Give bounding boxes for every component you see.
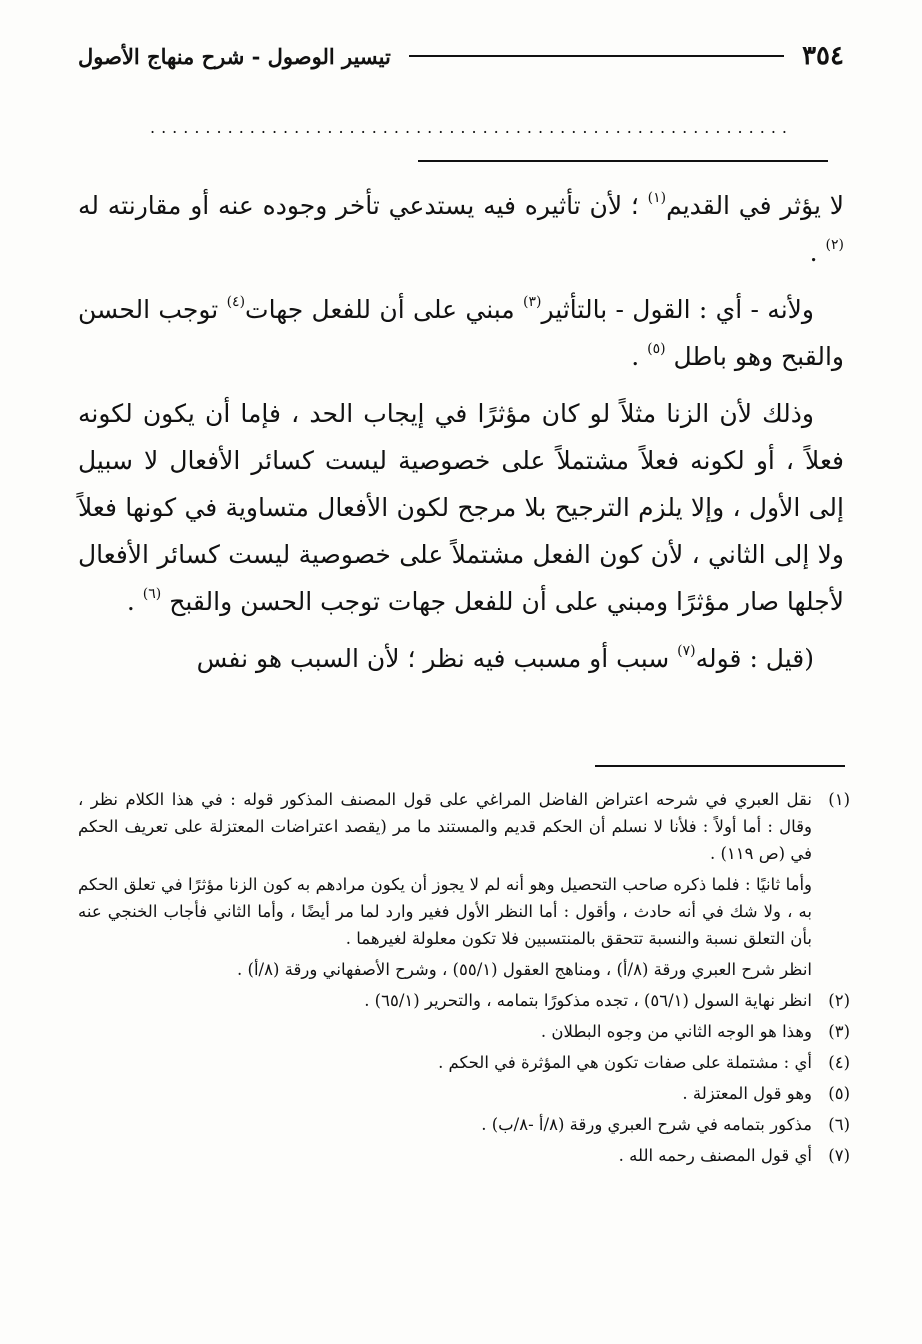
footnote-5	[78, 1080, 850, 1107]
book-title: تيسير الوصول - شرح منهاج الأصول	[78, 43, 391, 69]
footnote-number: (٥)	[828, 1084, 850, 1103]
footnote-marker-2: (٢)	[825, 237, 844, 253]
text-run: لا يؤثر في القديم	[666, 191, 844, 220]
text-run: سبب أو مسبب فيه نظر ؛ لأن السبب هو نفس	[196, 644, 678, 673]
footnote-marker-4: (٤)	[226, 294, 246, 310]
footnote-marker-5: (٥)	[647, 341, 666, 357]
footnote-number: (٦)	[828, 1115, 850, 1134]
header-rule	[409, 55, 784, 57]
footnote-number: (٤)	[828, 1053, 850, 1072]
footnote-text: مذكور بتمامه في شرح العبري ورقة (٨/أ -٨/ب) .	[481, 1115, 812, 1134]
footnote-text: وهذا هو الوجه الثاني من وجوه البطلان .	[540, 1022, 812, 1041]
footnote-2	[78, 987, 850, 1014]
text-run: مبني على أن للفعل جهات	[245, 295, 524, 324]
text-run: ؛ لأن تأثيره فيه يستدعي تأخر وجوده عنه أو مقارنته له	[78, 191, 648, 220]
text-run: .	[809, 238, 826, 267]
page-number: ٣٥٤	[802, 41, 844, 71]
paragraph-4	[78, 635, 844, 682]
text-divider	[418, 160, 828, 162]
page-header	[78, 36, 844, 76]
paragraph-2	[78, 286, 844, 380]
footnote-marker-6: (٦)	[142, 586, 162, 602]
main-text	[78, 182, 844, 692]
footnote-text: انظر نهاية السول (٥٦/١) ، تجده مذكورًا بتمامه ، والتحرير (٦٥/١) .	[364, 991, 812, 1010]
text-run: .	[126, 587, 143, 616]
footnote-6	[78, 1111, 850, 1138]
footnote-text: وهو قول المعتزلة .	[682, 1084, 812, 1103]
footnote-text: نقل العبري في شرحه اعتراض الفاضل المراغي على قول المصنف المذكور قوله : في هذا الكلام نظر ، وقال : أما أولاً : فلأنا لا نسلم أن الحكم قديم والمستند ما مر (يقصد اعتراضات المعتزلة على تعريف الحكم في (ص ١١٩) .	[78, 790, 812, 863]
footnote-4	[78, 1049, 850, 1076]
footnote-number: (٧)	[828, 1146, 850, 1165]
footnote-marker-1: (١)	[647, 190, 667, 206]
paragraph-1	[78, 182, 844, 276]
footnote-number: (١)	[828, 790, 850, 809]
footnote-text: أي : مشتملة على صفات تكون هي المؤثرة في الحكم .	[438, 1053, 812, 1072]
footnote-marker-7: (٧)	[677, 643, 696, 659]
paragraph-3	[78, 390, 844, 625]
footnote-7	[78, 1142, 850, 1169]
separator-dots: ..........................................................	[150, 118, 793, 137]
text-run: وذلك لأن الزنا مثلاً لو كان مؤثرًا في إيجاب الحد ، فإما أن يكون لكونه فعلاً ، أو لكونه فعلاً مشتملاً على خصوصية ليست كسائر الأفعال لا سبيل إلى الأول ، وإلا يلزم الترجيح بلا مرجح لكون الأفعال متساوية في كونها فعلاً ولا إلى الثاني ، لأن كون الفعل مشتملاً على خصوصية ليست كسائر الأفعال لأجلها صار مؤثرًا ومبني على أن للفعل جهات توجب الحسن والقبح	[78, 399, 844, 616]
footnote-1	[78, 786, 850, 867]
footnote-1-continuation: وأما ثانيًا : فلما ذكره صاحب التحصيل وهو أنه لم لا يجوز أن يكون مرادهم به كون الزنا مؤثرًا في تعلق الحكم به ، ولا شك في أنه حادث ، وأقول : أما النظر الأول فغير وارد لما مر أيضًا ، وأما الثاني فأجاب الخنجي عنه بأن التعلق نسبة والنسبة تتحقق بالمنتسبين فلا تكون معلولة لغيرهما .	[78, 875, 812, 948]
footnote-marker-3: (٣)	[523, 294, 542, 310]
footnote-divider	[595, 765, 845, 767]
text-run: توجب الحسن والقبح وهو باطل	[78, 295, 844, 371]
footnote-3	[78, 1018, 850, 1045]
text-run: ولأنه - أي : القول - بالتأثير	[541, 295, 814, 324]
text-run: (قيل : قوله	[695, 644, 814, 673]
footnote-text: أي قول المصنف رحمه الله .	[618, 1146, 812, 1165]
text-run: .	[631, 342, 648, 371]
footnote-number: (٢)	[828, 991, 850, 1010]
footnotes	[78, 786, 850, 1173]
footnote-number: (٣)	[828, 1022, 850, 1041]
footnote-1-references: انظر شرح العبري ورقة (٨/أ) ، ومناهج العقول (٥٥/١) ، وشرح الأصفهاني ورقة (٨/أ) .	[237, 960, 812, 979]
